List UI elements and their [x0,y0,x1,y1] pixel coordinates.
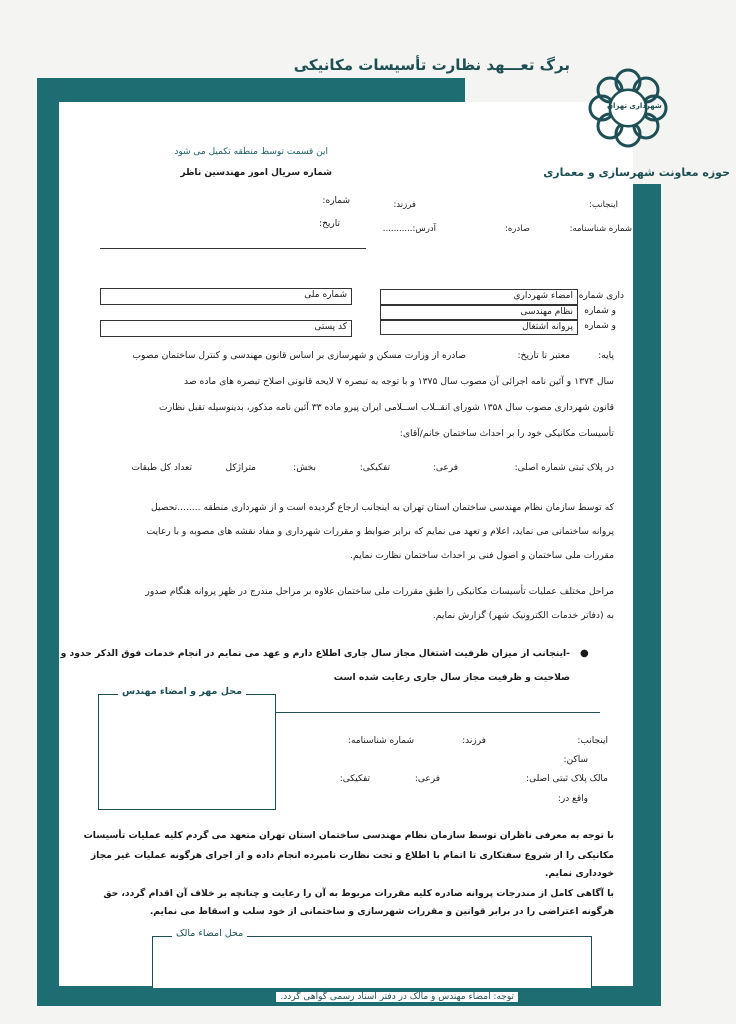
and-number-label-2: و شماره [584,321,616,331]
plot-main-label: در پلاک ثبتی شماره اصلی: [514,463,614,473]
work-permit-field[interactable] [380,320,578,335]
engineer-stamp-label: محل مهر و امضاء مهندس [118,686,246,697]
intro-issued-label: صادره: [504,224,530,234]
engineer-stamp-box[interactable] [98,694,276,810]
owner-applicant-label: اینجانب: [577,736,608,746]
plot-sub-label: فرعی: [432,463,458,473]
owner-plot-label: مالک پلاک ثبتی اصلی: [526,774,608,784]
frame-top-bar [37,78,465,102]
frame-right-bar [633,184,661,1006]
has-number-label: داری شماره [578,291,624,301]
plot-floors-label: تعداد کل طبقات [131,463,192,473]
owner-section-divider [276,712,600,713]
valid-until-label: معتبر تا تاریخ: [517,350,570,361]
owner-sub-label: فرعی: [414,774,440,784]
para4-line4: با آگاهی کامل از مندرجات پروانه صادره کلیه مقررات مربوط به آن را رعایت و چنانچه بر خلاف آن اقدام گردد، حق [103,888,614,899]
bullet-line2: صلاحیت و ظرفیت مجاز سال جاری رعایت شده است [333,672,570,683]
municipal-signature-field[interactable] [380,289,578,305]
para4-line1: با توجه به معرفی ناظران توسط سازمان نظام مهندسی ساختمان استان تهران متعهد می گردم کلیه عملیات تأسیسات [83,830,614,841]
and-number-label-1: و شماره [584,306,616,316]
owner-child-of-label: فرزند: [462,736,486,746]
owner-signature-label: محل امضاء مالک [172,928,247,939]
serial-label: شماره سریال امور مهندسین ناظر [180,168,332,178]
intro-applicant-label: اینجانب: [589,200,618,210]
owner-located-label: واقع در: [557,794,588,804]
plot-area-label: متراژکل [225,463,256,473]
owner-id-number-label: شماره شناسنامه: [347,736,414,746]
engineering-system-field[interactable] [380,305,578,320]
para2-line3: مقررات ملی ساختمان و اصول فنی بر احداث ساختمان نظارت نمایم. [350,550,614,561]
municipal-signature-label: امضاء شهرداری [513,291,573,301]
plot-parcel-label: تفکیکی: [359,463,390,473]
footnote: توجه: امضاء مهندس و مالک در دفتر اسناد رسمی گواهی گردد. [276,992,518,1002]
plot-section-label: بخش: [293,463,316,473]
intro-child-of-label: فرزند: [393,200,416,210]
owner-signature-box[interactable] [152,936,592,988]
para1-line3: قانون شهرداری مصوب سال ۱۳۵۸ شورای انقــلاب اســلامی ایران پیرو ماده ۳۳ آئین نامه مذکور، بدینوسیله تقبل نظارت [159,402,614,413]
frame-left-bar [37,78,59,1006]
para2-line1: که توسط سازمان نظام مهندسی ساختمان استان تهران به اینجانب ارجاع گردیده است و از شهرداری منطقه ........تحصیل [151,502,614,513]
postal-code-label: کد پستی [314,322,347,332]
form-title: برگ تعـــهد نظارت تأسیسات مکانیکی [293,56,570,74]
municipality-logo [580,60,676,156]
para3-line1: مراحل مختلف عملیات تأسیسات مکانیکی را طبق مقررات ملی ساختمان علاوه بر مراحل مندرج در ظهر پروانه هنگام صدور [145,586,614,597]
para1-line1: صادره از وزارت مسکن و شهرسازی بر اساس قانون مهندسی و کنترل ساختمان مصوب [132,350,466,361]
number-label: شماره: [322,196,350,206]
owner-resident-label: ساکن: [563,755,588,765]
para1-line4: تأسیسات مکانیکی خود را بر احداث ساختمان خانم/آقای: [399,428,614,439]
para4-line2: مکانیکی را از شروع سفتکاری تا اتمام با اطلاع و تحت نظارت نامبرده انجام داده و از اجرای هرگونه عملیات غیر مجاز [90,850,614,861]
serial-underline [100,248,366,249]
owner-parcel-label: تفکیکی: [339,774,370,784]
para3-line2: به (دفاتر خدمات الکترونیک شهر) گزارش نمایم. [432,610,614,621]
department-name: حوزه معاونت شهرسازی و معماری [543,166,730,179]
intro-id-number-label: شماره شناسنامه: [569,224,632,234]
para4-line5: هرگونه اعتراضی را در برابر قوانین و مقررات شهرسازی و ساختمانی از خود سلب و اسقاط می نمایم. [149,906,614,917]
bullet-dot: ● [580,648,589,659]
grade-label: پایه: [598,350,614,361]
engineering-system-label: نظام مهندسی [520,307,573,317]
intro-address-label: آدرس:........... [382,224,436,234]
logo-text: شهرداری تهران [607,102,662,110]
para1-line2: سال ۱۳۷۴ و آئین نامه اجرائی آن مصوب سال ۱۳۷۵ و با توجه به تبصره ۷ لایحه قانونی اصلاح تبصره های ماده صد [184,376,614,387]
bullet-line1: -اینجانب از میزان ظرفیت اشتغال مجاز سال جاری اطلاع دارم و عهد می نمایم در انجام خدمات فوق الذکر حدود و [60,648,570,659]
national-id-field[interactable] [100,288,352,305]
postal-code-field[interactable] [100,320,352,337]
zone-note: این قسمت توسط منطقه تکمیل می شود [174,147,328,157]
para2-line2: پروانه ساختمانی می نماید، اعلام و تعهد می نمایم که برابر ضوابط و مقررات شهرداری و مفاد نقشه های مصوبه و با رعایت [146,526,614,537]
date-label: تاریخ: [319,219,340,229]
work-permit-label: پروانه اشتغال [522,322,573,332]
national-id-label: شماره ملی [304,290,347,300]
para4-line3: خودداری نمایم. [544,868,614,879]
